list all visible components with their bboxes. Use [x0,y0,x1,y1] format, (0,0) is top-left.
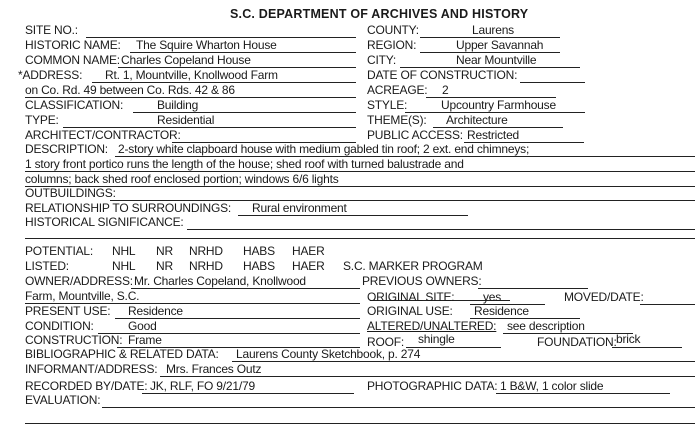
moved-date-label: MOVED/DATE: [564,290,644,304]
description-line1: 2-story white clapboard house with medium gabled tin roof; 2 ext. end chimneys; [118,142,530,156]
roof-label: ROOF: [367,335,404,349]
public-access-value: Restricted [467,128,520,142]
historical-significance-line [187,229,695,230]
potential-nhl: NHL [112,244,136,258]
city-value: Near Mountville [456,53,537,67]
description-line3: columns; back shed roof enclosed portion; windows 6/6 lights [25,172,339,186]
potential-haer: HAER [292,244,325,258]
section-divider [25,238,695,239]
recorded-by-value: JK, RLF, FO 9/21/79 [150,379,255,393]
altered-line [503,333,633,334]
historic-name-label: HISTORIC NAME: [25,38,121,52]
altered-label: ALTERED/UNALTERED: [367,319,497,333]
classification-value: Building [157,98,199,112]
listed-haer: HAER [292,259,325,273]
construction-value: Frame [128,333,162,347]
listed-label: LISTED: [25,259,69,273]
present-use-label: PRESENT USE: [25,304,111,318]
bibliographic-label: BIBLIOGRAPHIC & RELATED DATA: [25,347,219,361]
original-site-value: yes [483,290,502,304]
outbuildings-label: OUTBUILDINGS: [25,186,116,200]
date-of-construction-label: DATE OF CONSTRUCTION: [367,68,518,82]
original-use-label: ORIGINAL USE: [367,304,453,318]
previous-owners-line [478,288,588,289]
foundation-line [612,347,682,348]
listed-nr: NR [156,259,173,273]
bibliographic-value: Laurens County Sketchbook, p. 274 [236,347,421,361]
type-value: Residential [157,113,215,127]
recorded-by-line [142,393,354,394]
evaluation-extra-line [25,423,695,424]
present-use-value: Residence [128,304,183,318]
photographic-value: 1 B&W, 1 color slide [500,379,604,393]
recorded-by-label: RECORDED BY/DATE: [25,379,148,393]
county-label: COUNTY: [367,23,419,37]
informant-value: Mrs. Frances Outz [166,362,262,376]
owner-value-line1: Mr. Charles Copeland, Knollwood [134,274,306,288]
type-label: TYPE: [25,113,59,127]
acreage-label: ACREAGE: [367,83,428,97]
relationship-value: Rural environment [252,201,347,215]
date-of-construction-line [520,82,585,83]
original-site-label: ORIGINAL SITE: [367,290,455,304]
construction-label: CONSTRUCTION: [25,333,123,347]
altered-value: see description [507,319,585,333]
owner-label: OWNER/ADDRESS: [25,274,133,288]
evaluation-line [102,407,695,408]
description-line2: 1 story front portico runs the length of the house; shed roof with turned balustrade and [25,157,464,171]
listed-sc-marker-program: S.C. MARKER PROGRAM [343,259,483,273]
site-no-label: SITE NO.: [25,23,78,37]
foundation-value: brick [616,332,641,346]
common-name-label: COMMON NAME: [25,53,120,67]
address-value-line1: Rt. 1, Mountville, Knollwood Farm [105,68,278,82]
form-header: S.C. DEPARTMENT OF ARCHIVES AND HISTORY [230,7,529,21]
themes-value: Architecture [446,113,508,127]
region-value: Upper Savannah [456,38,544,52]
relationship-line [238,215,468,216]
public-access-label: PUBLIC ACCESS: [367,128,463,142]
foundation-label: FOUNDATION: [537,335,617,349]
listed-nrhd: NRHD [189,259,223,273]
listed-nhl: NHL [112,259,136,273]
original-use-value: Residence [474,304,529,318]
city-label: CITY: [367,53,397,67]
region-label: REGION: [367,38,417,52]
themes-label: THEME(S): [367,113,427,127]
style-value: Upcountry Farmhouse [441,98,556,112]
condition-label: CONDITION: [25,319,94,333]
common-name-value: Charles Copeland House [121,53,251,67]
roof-value: shingle [418,332,455,346]
photographic-line [496,393,670,394]
historic-name-value: The Squire Wharton House [136,38,277,52]
moved-date-line [640,304,695,305]
potential-habs: HABS [243,244,275,258]
owner-value-line2: Farm, Mountville, S.C. [25,289,140,303]
listed-habs: HABS [243,259,275,273]
acreage-value: 2 [442,83,449,97]
evaluation-label: EVALUATION: [25,393,101,407]
informant-label: INFORMANT/ADDRESS: [25,362,158,376]
previous-owners-label: PREVIOUS OWNERS: [362,274,482,288]
owner-line1-rule [131,288,360,289]
potential-nr: NR [156,244,173,258]
potential-label: POTENTIAL: [25,244,94,258]
relationship-label: RELATIONSHIP TO SURROUNDINGS: [25,201,232,215]
historical-significance-label: HISTORICAL SIGNIFICANCE: [25,215,184,229]
classification-label: CLASSIFICATION: [25,98,124,112]
informant-line [160,376,695,377]
roof-line [406,347,501,348]
photographic-label: PHOTOGRAPHIC DATA: [367,379,498,393]
address-label: *ADDRESS: [18,68,83,82]
description-rule3 [25,186,695,187]
address-value-line2: on Co. Rd. 49 between Co. Rds. 42 & 86 [25,83,235,97]
condition-value: Good [128,319,157,333]
bibliographic-line [232,361,695,362]
style-label: STYLE: [367,98,408,112]
county-value: Laurens [472,23,514,37]
potential-nrhd: NRHD [189,244,223,258]
architect-label: ARCHITECT/CONTRACTOR: [25,128,181,142]
description-label: DESCRIPTION: [25,142,108,156]
